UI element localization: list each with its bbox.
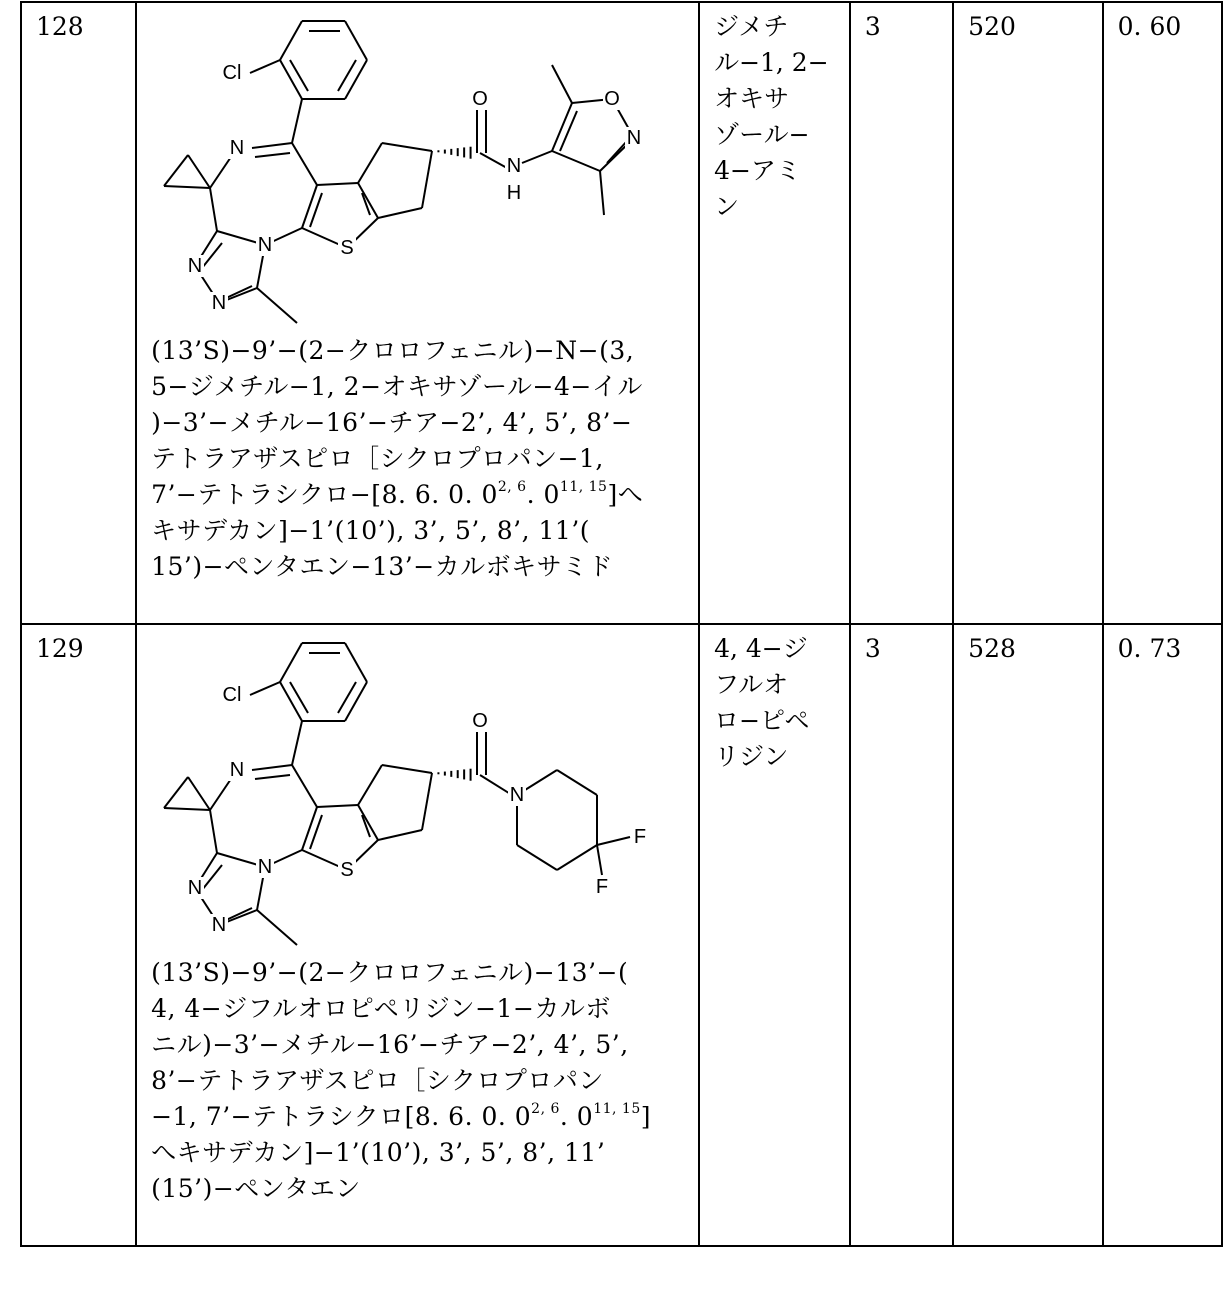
name-line xyxy=(151,477,698,513)
name-text: 7’−テトラシクロ−[8. 6. 0. 0 xyxy=(151,480,498,509)
bond xyxy=(257,288,297,323)
bond xyxy=(358,183,378,218)
superscript: 11, 15 xyxy=(593,1101,641,1117)
amine-line: ゾール− xyxy=(714,117,839,153)
bond xyxy=(280,643,302,682)
bond xyxy=(480,775,512,795)
bond xyxy=(255,153,290,157)
bond xyxy=(292,721,302,765)
atom-label: O xyxy=(472,88,488,110)
bond xyxy=(338,682,356,713)
atom-label: N xyxy=(188,255,202,277)
atom-label: Cl xyxy=(223,684,242,706)
method: 3 xyxy=(850,624,953,1246)
method: 3 xyxy=(850,2,953,624)
name-line: 4, 4−ジフルオロピペリジン−1−カルボ xyxy=(151,991,698,1027)
bond xyxy=(302,807,317,850)
atom-label: N xyxy=(627,127,641,149)
atom-label: N xyxy=(230,759,244,781)
compound-table xyxy=(20,1,1223,1247)
name-text: . 0 xyxy=(527,480,560,509)
bond xyxy=(290,682,308,713)
bond xyxy=(560,111,577,151)
bond xyxy=(382,143,432,151)
bond xyxy=(607,141,627,163)
bond xyxy=(250,60,280,73)
bond xyxy=(188,155,210,188)
compound-name xyxy=(137,955,698,1207)
amine-line: 4, 4−ジ xyxy=(714,631,839,667)
name-line: )−3’−メチル−16’−チア−2’, 4’, 5’, 8’− xyxy=(151,405,698,441)
bond xyxy=(280,21,302,60)
bond xyxy=(164,808,210,810)
name-line xyxy=(151,1099,698,1135)
bond xyxy=(597,837,630,845)
bond xyxy=(552,65,572,103)
atom-label: S xyxy=(340,237,353,259)
atom-label: N xyxy=(230,137,244,159)
bond xyxy=(345,682,367,721)
bond xyxy=(317,805,358,807)
bond xyxy=(552,151,600,171)
name-line: キサデカン]−1’(10’), 3’, 5’, 8’, 11’( xyxy=(151,513,698,549)
amine-line: フルオ xyxy=(714,667,839,703)
name-line: へキサデカン]−1’(10’), 3’, 5’, 8’, 11’ xyxy=(151,1135,698,1171)
bond xyxy=(257,910,297,945)
name-line: (13’S)−9’−(2−クロロフェニル)−N−(3, xyxy=(151,333,698,369)
amine-line: ロ−ピペ xyxy=(714,703,839,739)
bond xyxy=(480,153,507,168)
bond xyxy=(164,155,188,186)
atom-label: O xyxy=(472,710,488,732)
bond xyxy=(252,765,292,770)
atom-label: N xyxy=(212,292,226,314)
table-row xyxy=(21,2,1222,624)
bond xyxy=(358,805,378,840)
amine-cell xyxy=(699,2,850,624)
atom-label: O xyxy=(604,88,620,110)
atom-label: N xyxy=(188,877,202,899)
bond xyxy=(302,185,317,228)
bond xyxy=(292,99,302,143)
bond xyxy=(202,243,222,268)
mass: 528 xyxy=(953,624,1102,1246)
amine-line: ン xyxy=(714,189,839,225)
name-line: ニル)−3’−メチル−16’−チア−2’, 4’, 5’, xyxy=(151,1027,698,1063)
bond xyxy=(210,810,217,853)
name-text: . 0 xyxy=(560,1102,593,1131)
amine-line: オキサ xyxy=(714,81,839,117)
retention-time: 0. 60 xyxy=(1103,2,1222,624)
name-text: −1, 7’−テトラシクロ[8. 6. 0. 0 xyxy=(151,1102,531,1131)
chemical-structure xyxy=(137,625,698,955)
superscript: 2, 6 xyxy=(498,479,527,495)
bond xyxy=(292,143,317,185)
atom-label: N xyxy=(258,856,272,878)
mass: 520 xyxy=(953,2,1102,624)
superscript: 11, 15 xyxy=(560,479,608,495)
bond xyxy=(202,865,222,890)
atom-label: N xyxy=(507,155,521,177)
bond xyxy=(557,845,597,870)
atom-label: H xyxy=(507,182,521,204)
bond xyxy=(250,682,280,695)
bond xyxy=(164,186,210,188)
name-line: (15’)−ペンタエン xyxy=(151,1171,698,1207)
compound-name xyxy=(137,333,698,585)
bond xyxy=(422,151,432,208)
bond xyxy=(600,171,604,215)
bond xyxy=(188,777,210,810)
bond xyxy=(382,765,432,773)
bond xyxy=(378,830,422,840)
name-line: 15’)−ペンタエン−13’−カルボキサミド xyxy=(151,549,698,585)
name-text: ] xyxy=(641,1102,651,1131)
bond xyxy=(338,60,356,91)
atom-label: F xyxy=(596,876,608,898)
amine-cell xyxy=(699,624,850,1246)
bond xyxy=(292,765,317,807)
bond xyxy=(358,143,382,183)
bond xyxy=(252,143,292,148)
amine-line: リジン xyxy=(714,739,839,775)
atom-label: N xyxy=(212,914,226,936)
chemical-structure xyxy=(137,3,698,333)
retention-time: 0. 73 xyxy=(1103,624,1222,1246)
bond xyxy=(345,643,367,682)
atom-label: N xyxy=(510,784,524,806)
compound-number: 128 xyxy=(21,2,136,624)
bond xyxy=(557,770,597,795)
compound-number: 129 xyxy=(21,624,136,1246)
bond xyxy=(345,21,367,60)
table-row xyxy=(21,624,1222,1246)
name-line: 5−ジメチル−1, 2−オキサゾール−4−イル xyxy=(151,369,698,405)
bond xyxy=(317,183,358,185)
bond xyxy=(517,845,557,870)
bond xyxy=(358,765,382,805)
bond xyxy=(164,777,188,808)
superscript: 2, 6 xyxy=(531,1101,560,1117)
bond xyxy=(378,208,422,218)
atom-label: S xyxy=(340,859,353,881)
bond xyxy=(345,60,367,99)
structure-cell xyxy=(136,624,699,1246)
bond xyxy=(255,775,290,779)
name-line: (13’S)−9’−(2−クロロフェニル)−13’−( xyxy=(151,955,698,991)
atom-label: F xyxy=(634,826,646,848)
structure-cell xyxy=(136,2,699,624)
bond xyxy=(522,151,552,163)
name-line: 8’−テトラアザスピロ［シクロプロパン xyxy=(151,1063,698,1099)
amine-line: 4−アミ xyxy=(714,153,839,189)
atom-label: Cl xyxy=(223,62,242,84)
bond xyxy=(210,188,217,231)
amine-line: ル−1, 2− xyxy=(714,45,839,81)
name-line: テトラアザスピロ［シクロプロパン−1, xyxy=(151,441,698,477)
name-text: ]へ xyxy=(607,480,643,509)
amine-line: ジメチ xyxy=(714,9,839,45)
atom-label: N xyxy=(258,234,272,256)
bond xyxy=(422,773,432,830)
bond xyxy=(280,60,302,99)
bond xyxy=(597,845,602,875)
bond xyxy=(280,682,302,721)
bond xyxy=(290,60,308,91)
